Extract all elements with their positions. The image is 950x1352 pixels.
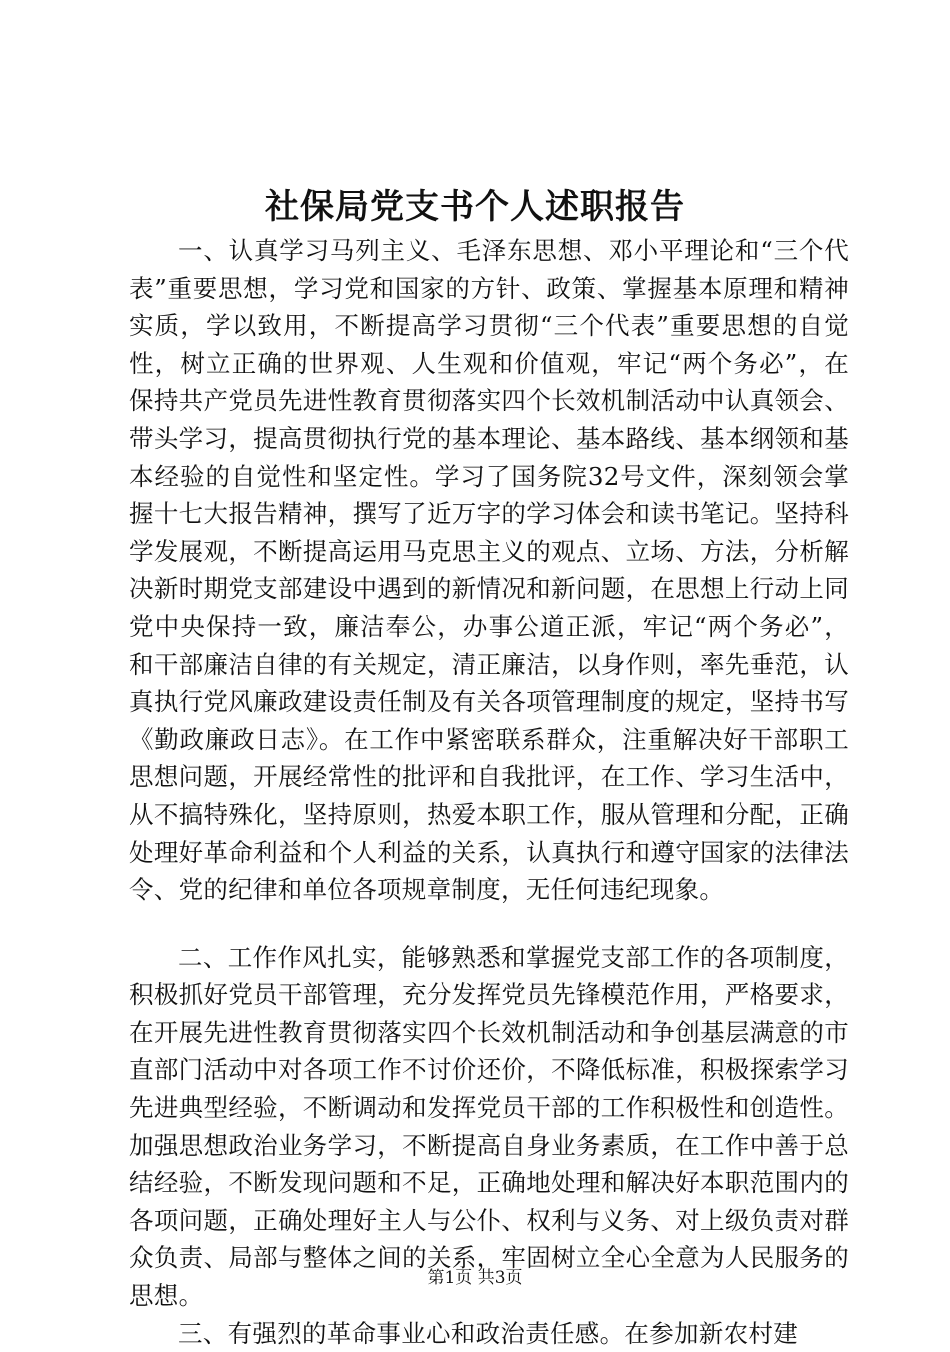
- document-title: 社保局党支书个人述职报告: [265, 187, 685, 227]
- page-footer: 第1页 共3页: [427, 1268, 523, 1288]
- paragraph-1: 一、认真学习马列主义、毛泽东思想、邓小平理论和“三个代表”重要思想，学习党和国家的方针、政策、掌握基本原理和精神实质，学以致用，不断提高学习贯彻“三个代表”重要思想的自觉性，树立正确的世界观、人生观和价值观，牢记“两个务必”，在保持共产党员先进性教育贯彻落实四个长效机制活动中认真领会、带头学习，提高贯彻执行党的基本理论、基本路线、基本纲领和基本经验的自觉性和坚定性。学习了国务院32号文件，深刻领会掌握十七大报告精神，撰写了近万字的学习体会和读书笔记。坚持科学发展观，不断提高运用马克思主义的观点、立场、方法，分析解决新时期党支部建设中遇到的新情况和新问题，在思想上行动上同党中央保持一致，廉洁奉公，办事公道正派，牢记“两个务必”，和干部廉洁自律的有关规定，清正廉洁，以身作则，率先垂范，认真执行党风廉政建设责任制及有关各项管理制度的规定，坚持书写《勤政廉政日志》。在工作中紧密联系群众，注重解决好干部职工思想问题，开展经常性的批评和自我批评，在工作、学习生活中，从不搞特殊化，坚持原则，热爱本职工作，服从管理和分配，正确处理好革命利益和个人利益的关系，认真执行和遵守国家的法律法令、党的纪律和单位各项规章制度，无任何违纪现象。: [129, 236, 849, 905]
- document-body: [129, 232, 849, 1352]
- paragraph-spacer: [129, 909, 849, 939]
- paragraph-3: 三、有强烈的革命事业心和政治责任感。在参加新农村建: [178, 1318, 798, 1348]
- paragraph-2: 二、工作作风扎实，能够熟悉和掌握党支部工作的各项制度，积极抓好党员干部管理，充分发挥党员先锋模范作用，严格要求，在开展先进性教育贯彻落实四个长效机制活动和争创基层满意的市直部门活动中对各项工作不讨价还价，不降低标准，积极探索学习先进典型经验，不断调动和发挥党员干部的工作积极性和创造性。加强思想政治业务学习，不断提高自身业务素质，在工作中善于总结经验，不断发现问题和不足，正确地处理和解决好本职范围内的各项问题，正确处理好主人与公仆、权利与义务、对上级负责对群众负责、局部与整体之间的关系，牢固树立全心全意为人民服务的思想。: [129, 942, 849, 1311]
